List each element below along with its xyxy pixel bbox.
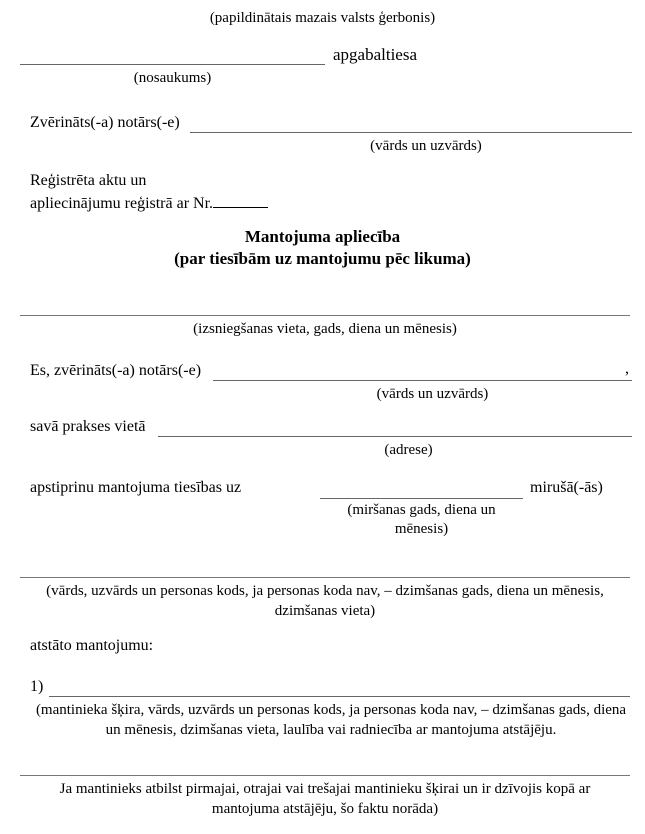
declaration-label: Es, zvērināts(-a) notārs(-e) bbox=[30, 362, 202, 379]
footnote-rule bbox=[20, 775, 630, 819]
practice-address-blank bbox=[158, 415, 632, 437]
death-date-caption: (miršanas gads, diena un mēnesis) bbox=[347, 502, 496, 537]
notary-name-caption: (vārds un uzvārds) bbox=[370, 138, 482, 154]
heir-item-number: 1) bbox=[30, 678, 44, 695]
court-name-blank bbox=[20, 43, 325, 65]
court-suffix-label: apgabaltiesa bbox=[333, 45, 418, 64]
notary-label: Zvērināts(-a) notārs(-e) bbox=[30, 114, 180, 131]
heir-details-caption: (mantinieka šķira, vārds, uzvārds un personas kods, ja personas koda nav, – dzimšanas gads, diena un mēnesis, dzimšanas vieta, laulība vai radniecība ar mantojuma atstājēju. bbox=[35, 702, 627, 738]
heir-details-blank bbox=[49, 675, 630, 697]
confirmation-label: apstiprinu mantojuma tiesības uz bbox=[30, 479, 242, 496]
death-date-blank bbox=[320, 477, 523, 499]
notary-name-blank bbox=[190, 111, 632, 133]
heir-row bbox=[30, 676, 630, 697]
practice-label: savā prakses vietā bbox=[30, 418, 146, 435]
trailing-comma: , bbox=[625, 360, 629, 377]
document-subtitle: (par tiesībām uz mantojumu pēc likuma) bbox=[174, 248, 471, 268]
deceased-details-rule bbox=[20, 577, 630, 621]
court-name-row bbox=[20, 44, 630, 65]
document-title: Mantojuma apliecība bbox=[244, 227, 401, 246]
practice-row bbox=[30, 416, 632, 437]
declaration-row bbox=[30, 360, 632, 381]
declaration-name-caption: (vārds un uzvārds) bbox=[376, 386, 489, 402]
declaration-name-blank bbox=[213, 359, 632, 381]
footnote-caption: Ja mantinieks atbilst pirmajai, otrajai vai trešajai mantinieku šķirai un ir dzīvojis kopā ar mantojuma atstājēju, šo faktu norāda) bbox=[59, 781, 591, 817]
issue-place-caption: (izsniegšanas vieta, gads, diena un mēnesis) bbox=[193, 321, 457, 337]
registry-note bbox=[30, 169, 268, 215]
title-block bbox=[0, 226, 645, 269]
estate-label: atstāto mantojumu: bbox=[30, 637, 154, 654]
deceased-details-caption: (vārds, uzvārds un personas kods, ja personas koda nav, – dzimšanas gads, diena un mēnesis, dzimšanas vieta) bbox=[46, 583, 604, 619]
court-name-caption: (nosaukums) bbox=[133, 70, 212, 86]
registry-note-line1: Reģistrēta aktu un bbox=[30, 172, 147, 189]
deceased-suffix-label: mirušā(-ās) bbox=[530, 479, 603, 496]
practice-address-caption: (adrese) bbox=[384, 442, 433, 458]
notary-row bbox=[30, 112, 632, 133]
issue-place-rule bbox=[20, 315, 630, 339]
coat-of-arms-note: (papildinātais mazais valsts ģerbonis) bbox=[209, 10, 436, 26]
registry-note-line2: apliecinājumu reģistrā ar Nr. bbox=[30, 192, 268, 215]
registry-number-blank bbox=[213, 193, 268, 208]
